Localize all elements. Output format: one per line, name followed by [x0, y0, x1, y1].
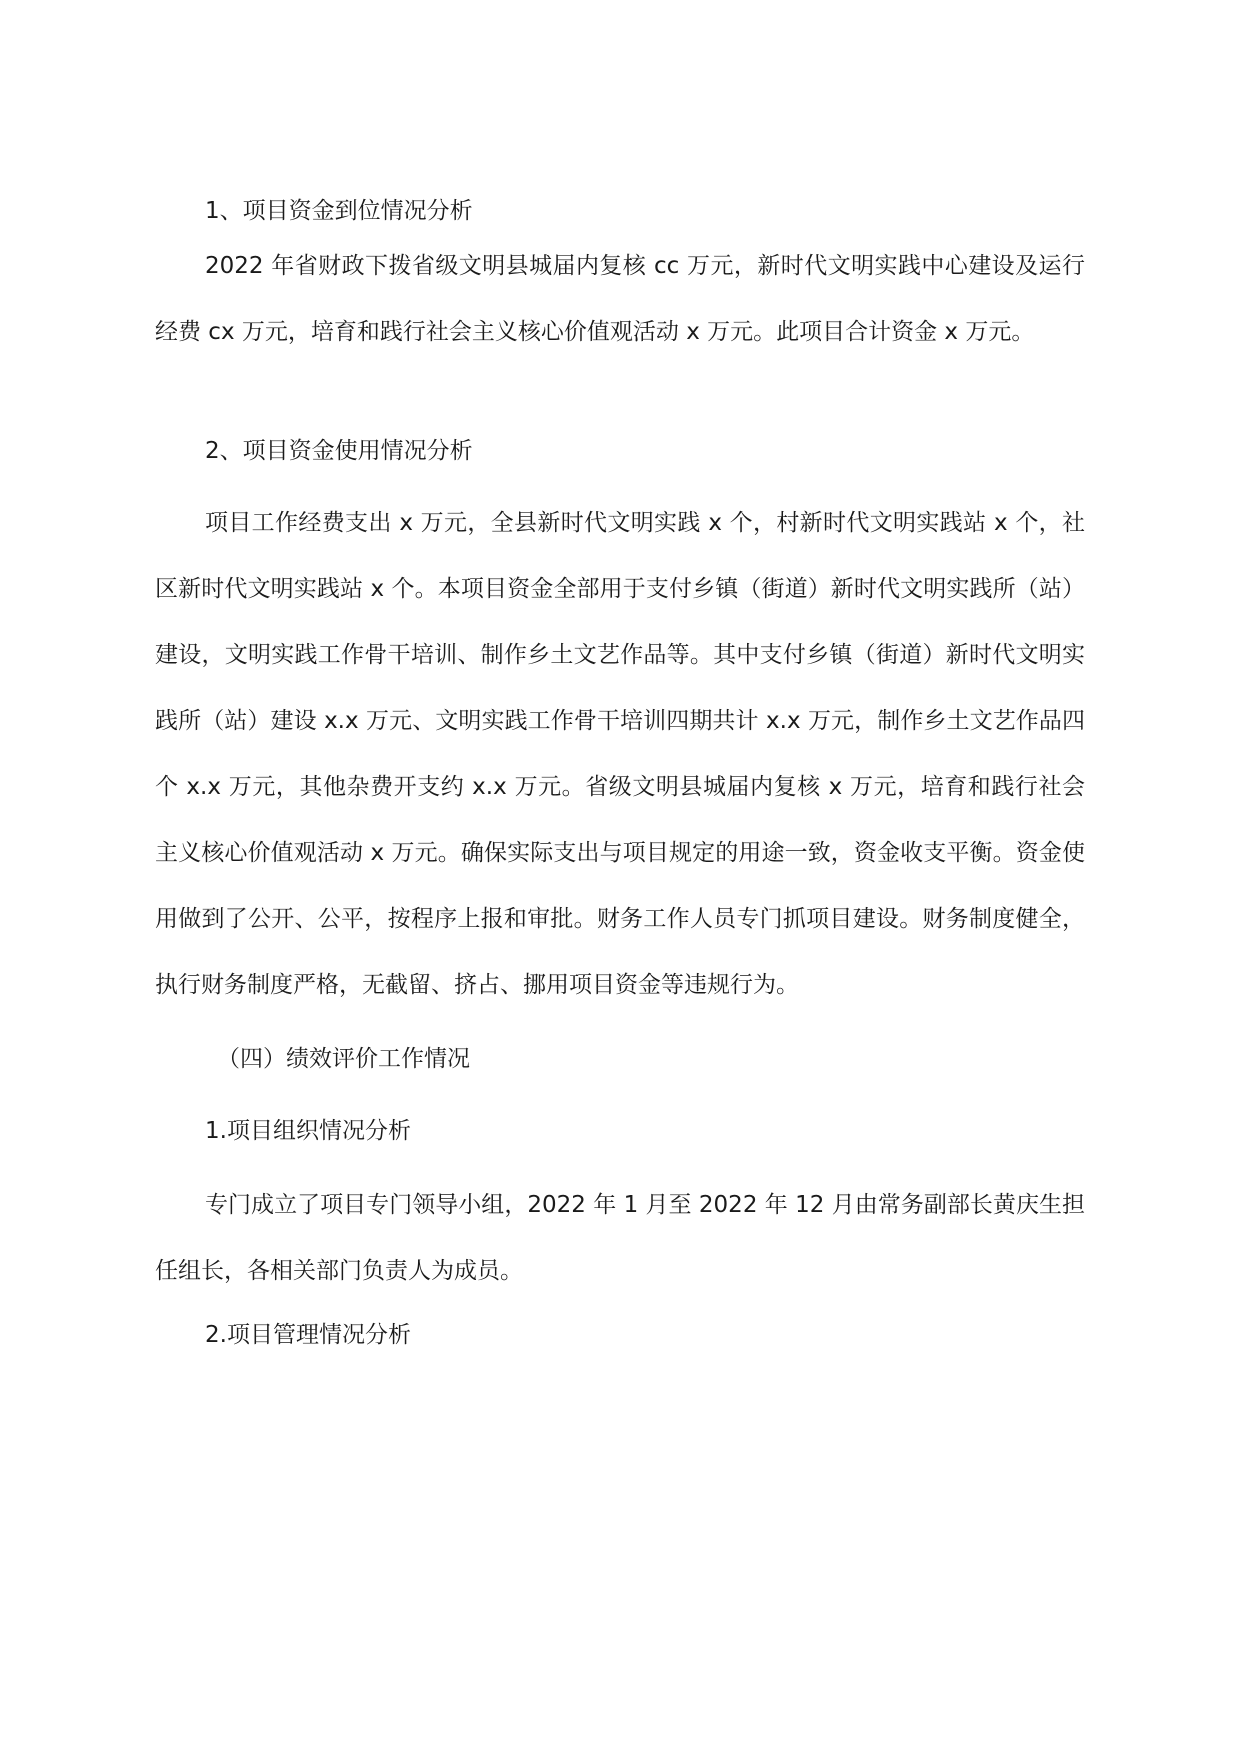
heading-funds-arrival: 1、项目资金到位情况分析 — [205, 198, 473, 224]
paragraph-funds-usage: 项目工作经费支出 x 万元，全县新时代文明实践 x 个，村新时代文明实践站 x 个，社区新时代文明实践站 x 个。本项目资金全部用于支付乡镇（街道）新时代文明实践所（站）建设，文明实践工作骨干培训、制作乡土文艺作品等。其中支付乡镇（街道）新时代文明实践所（站）建设 x.x 万元、文明实践工作骨干培训四期共计 x.x 万元，制作乡土文艺作品四个 x.x 万元，其他杂费开支约 x.x 万元。省级文明县城届内复核 x 万元，培育和践行社会主义核心价值观活动 x 万元。确保实际支出与项目规定的用途一致，资金收支平衡。资金使用做到了公开、公平，按程序上报和审批。财务工作人员专门抓项目建设。财务制度健全，执行财务制度严格，无截留、挤占、挪用项目资金等违规行为。 — [155, 510, 1085, 998]
section-heading-performance: （四）绩效评价工作情况 — [217, 1046, 470, 1072]
paragraph-project-organization: 专门成立了项目专门领导小组，2022 年 1 月至 2022 年 12 月由常务副部长黄庆生担任组长，各相关部门负责人为成员。 — [155, 1192, 1085, 1284]
heading-funds-usage: 2、项目资金使用情况分析 — [205, 438, 473, 464]
heading-project-organization: 1.项目组织情况分析 — [205, 1118, 411, 1144]
heading-project-management: 2.项目管理情况分析 — [205, 1322, 411, 1348]
paragraph-funds-arrival: 2022 年省财政下拨省级文明县城届内复核 cc 万元，新时代文明实践中心建设及运行经费 cx 万元，培育和践行社会主义核心价值观活动 x 万元。此项目合计资金 x 万元。 — [155, 253, 1085, 345]
